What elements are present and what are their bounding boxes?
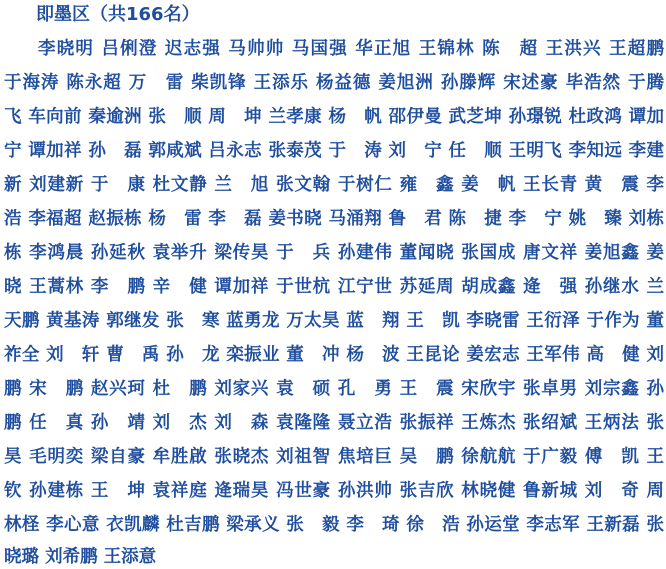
name-line: 鹏 宋 鹏 赵兴珂 杜 鹏 刘家兴 袁 硕 孔 勇 王 震 宋欣宇 张卓男 刘宗鑫 孙: [4, 379, 664, 399]
name-line: 晓璐 刘希鹏 王添意: [4, 547, 157, 567]
name-line: 于海涛 陈永超 万 雷 柴凯锋 王添乐 杨益德 姜旭洲 孙滕辉 宋述豪 毕浩然 于腾: [4, 73, 664, 93]
name-line: 晓 王蒿林 李 鹏 辛 健 谭加祥 于世杭 江宁世 苏延周 胡成鑫 逄 强 孙继水 兰: [4, 277, 664, 297]
name-line: 新 刘建新 于 康 杜文静 兰 旭 张文翰 于树仁 雍 鑫 姜 帆 王长青 黄 震 李: [4, 175, 664, 195]
name-line: 昊 毛明奕 梁自豪 牟胜啟 张晓杰 刘祖智 焦培巨 吴 鹏 徐航航 于广毅 傅 凯 王: [4, 447, 664, 467]
name-line: 天鹏 黄基涛 郭继发 张 寒 蓝勇龙 万太昊 蓝 翔 王 凯 李晓雷 王衍泽 于作为 董: [4, 311, 664, 331]
section-heading: 即墨区（共166名）: [36, 4, 200, 25]
name-line: 宁 谭加祥 孙 磊 郭咸斌 吕永志 张泰茂 于 涛 刘 宁 任 顺 王明飞 李知远 李建: [4, 141, 664, 161]
name-line: 林柽 李心意 衣凯麟 杜吉鹏 梁承义 张 毅 李 琦 徐 浩 孙运堂 李志军 王新磊 张: [4, 515, 664, 535]
name-line: 浩 李福超 赵振栋 杨 雷 李 磊 姜书晓 马涌翔 鲁 君 陈 捷 李 宁 姚 臻 刘栋: [4, 209, 664, 229]
name-line: 钦 孙建栋 王 坤 袁祥庭 逄瑞昊 冯世豪 孙洪帅 张吉欣 林晓健 鲁新城 刘 奇 周: [4, 481, 664, 501]
name-line: 祚全 刘 轩 曹 禹 孙 龙 栾振业 董 冲 杨 波 王昆论 姜宏志 王军伟 高 健 刘: [4, 345, 664, 365]
name-line: 飞 车向前 秦逾洲 张 顺 周 坤 兰孝康 杨 帆 邵伊曼 武芝坤 孙璟锐 杜政鸿 谭加: [4, 107, 664, 127]
name-line: 李晓明 吕俐澄 迟志强 马帅帅 马国强 华正旭 王锦林 陈 超 王洪兴 王超鹏: [38, 39, 664, 59]
name-line: 鹏 任 真 孙 靖 刘 杰 刘 森 袁隆隆 聂立浩 张振祥 王炼杰 张绍斌 王炳法 张: [4, 413, 664, 433]
name-line: 栋 李鸿晨 孙延秋 袁举升 梁传昊 于 兵 孙建伟 董闻晓 张国成 唐文祥 姜旭鑫 姜: [4, 243, 664, 263]
